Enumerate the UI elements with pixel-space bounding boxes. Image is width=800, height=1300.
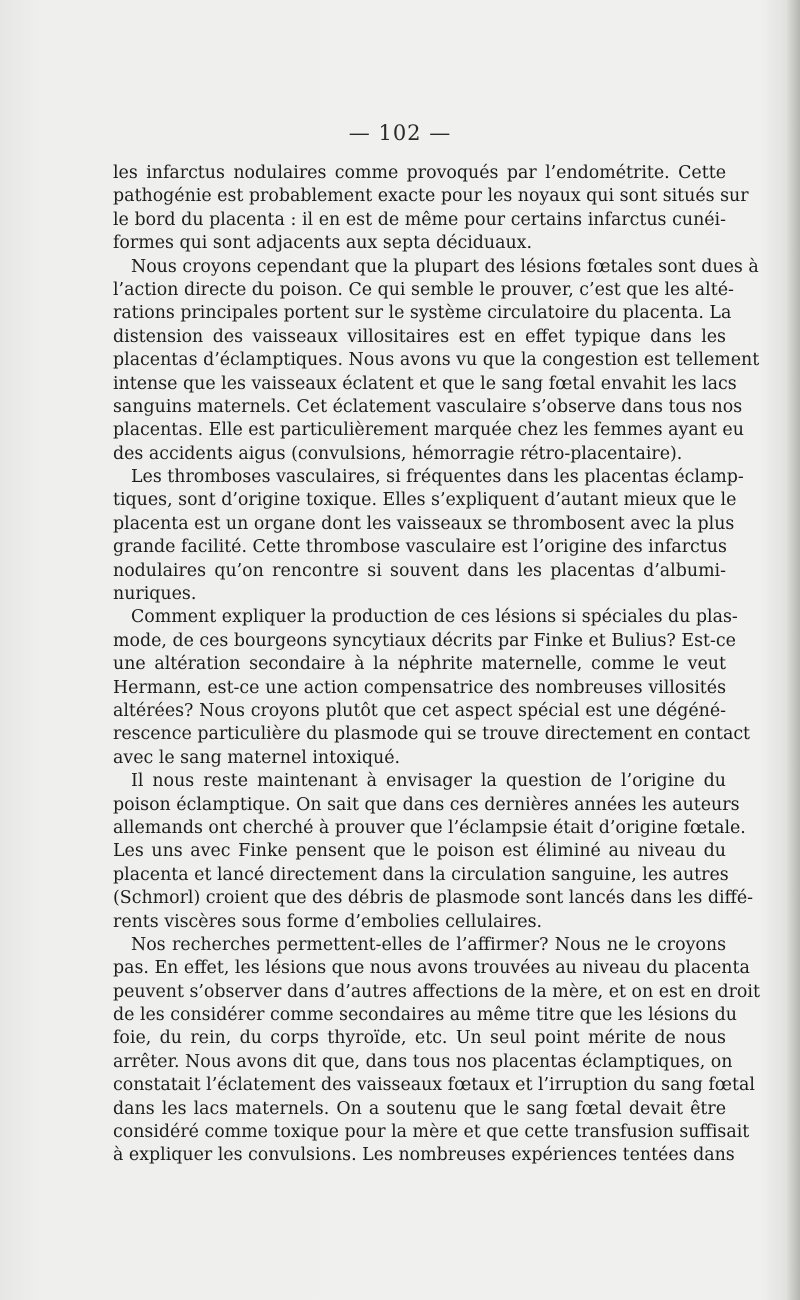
text-line: foie, du rein, du corps thyroïde, etc. Un seul point mérite de nous — [113, 1028, 726, 1049]
text-line: mode, de ces bourgeons syncytiaux décrits par Finke et Bulius? Est-ce — [113, 630, 736, 651]
text-line: avec le sang maternel intoxiqué. — [113, 747, 401, 768]
text-line: rations principales portent sur le système circulatoire du placenta. La — [113, 303, 732, 324]
text-line: allemands ont cherché à prouver que l’éclampsie était d’origine fœtale. — [113, 817, 746, 838]
text-line: placentas. Elle est particulièrement marquée chez les femmes ayant eu — [113, 420, 744, 441]
body-text — [113, 162, 760, 1168]
text-line: pas. En effet, les lésions que nous avons trouvées au niveau du placenta — [113, 958, 750, 979]
text-line: dans les lacs maternels. On a soutenu que le sang fœtal devait être — [113, 1098, 726, 1119]
text-line: le bord du placenta : il en est de même pour certains infarctus cunéi- — [113, 209, 726, 230]
paragraph — [113, 256, 760, 467]
paragraph — [113, 770, 754, 934]
text-line: l’action directe du poison. Ce qui semble le prouver, c’est que les alté- — [113, 279, 734, 300]
paragraph — [113, 934, 760, 1168]
text-line: constatait l’éclatement des vaisseaux fœtaux et l’irruption du sang fœtal — [113, 1075, 755, 1096]
text-line: sanguins maternels. Cet éclatement vasculaire s’observe dans tous nos — [113, 396, 743, 417]
text-line: arrêter. Nous avons dit que, dans tous nos placentas éclamptiques, on — [113, 1051, 733, 1072]
text-line: Les uns avec Finke pensent que le poison est éliminé au niveau du — [113, 841, 726, 862]
text-line: Il nous reste maintenant à envisager la question de l’origine du — [131, 771, 726, 792]
text-line: Nos recherches permettent-elles de l’affirmer? Nous ne le croyons — [131, 934, 726, 955]
text-line: Comment expliquer la production de ces lésions si spéciales du plas- — [131, 607, 738, 628]
text-line: placenta est un organe dont les vaisseaux se thrombosent avec la plus — [113, 513, 735, 534]
page-number: — 102 — — [348, 121, 452, 145]
text-line: placentas d’éclamptiques. Nous avons vu que la congestion est tellement — [113, 350, 760, 371]
text-line: Hermann, est-ce une action compensatrice des nombreuses villosités — [113, 677, 726, 698]
page-edge-shadow — [786, 0, 800, 1300]
text-line: placenta et lancé directement dans la circulation sanguine, les autres — [113, 864, 729, 885]
paragraph — [113, 606, 751, 770]
text-line: poison éclamptique. On sait que dans ces dernières années les auteurs — [113, 794, 740, 815]
text-line: intense que les vaisseaux éclatent et que le sang fœtal envahit les lacs — [113, 373, 737, 394]
text-line: à expliquer les convulsions. Les nombreuses expériences tentées dans — [113, 1145, 735, 1166]
text-line: nodulaires qu’on rencontre si souvent dans les placentas d’albumi- — [113, 560, 726, 581]
text-line: tiques, sont d’origine toxique. Elles s’expliquent d’autant mieux que le — [113, 490, 737, 511]
text-line: rents viscères sous forme d’embolies cellulaires. — [113, 911, 543, 932]
text-line: une altération secondaire à la néphrite maternelle, comme le veut — [113, 654, 726, 675]
text-line: peuvent s’observer dans d’autres affections de la mère, et on est en droit — [113, 981, 760, 1002]
paragraph — [113, 162, 749, 256]
text-line: des accidents aigus (convulsions, hémorragie rétro-placentaire). — [113, 443, 683, 464]
text-line: distension des vaisseaux villositaires est en effet typique dans les — [113, 326, 726, 347]
text-line: (Schmorl) croient que des débris de plasmode sont lancés dans les diffé- — [113, 888, 754, 909]
text-line: pathogénie est probablement exacte pour les noyaux qui sont situés sur — [113, 186, 749, 207]
text-line: rescence particulière du plasmode qui se trouve directement en contact — [113, 724, 751, 745]
text-line: Nous croyons cependant que la plupart des lésions fœtales sont dues à — [131, 256, 759, 277]
text-line: les infarctus nodulaires comme provoqués par l’endométrite. Cette — [113, 163, 726, 183]
text-line: formes qui sont adjacents aux septa déciduaux. — [113, 233, 533, 254]
paragraph — [113, 466, 744, 606]
text-line: altérées? Nous croyons plutôt que cet aspect spécial est une dégéné- — [113, 700, 726, 721]
text-line: Les thromboses vasculaires, si fréquentes dans les placentas éclamp- — [131, 467, 744, 488]
text-line: nuriques. — [113, 584, 197, 605]
text-line: de les considérer comme secondaires au même titre que les lésions du — [113, 1005, 737, 1026]
text-line: grande facilité. Cette thrombose vasculaire est l’origine des infarctus — [113, 537, 727, 558]
text-line: considéré comme toxique pour la mère et que cette transfusion suffisait — [113, 1122, 750, 1143]
